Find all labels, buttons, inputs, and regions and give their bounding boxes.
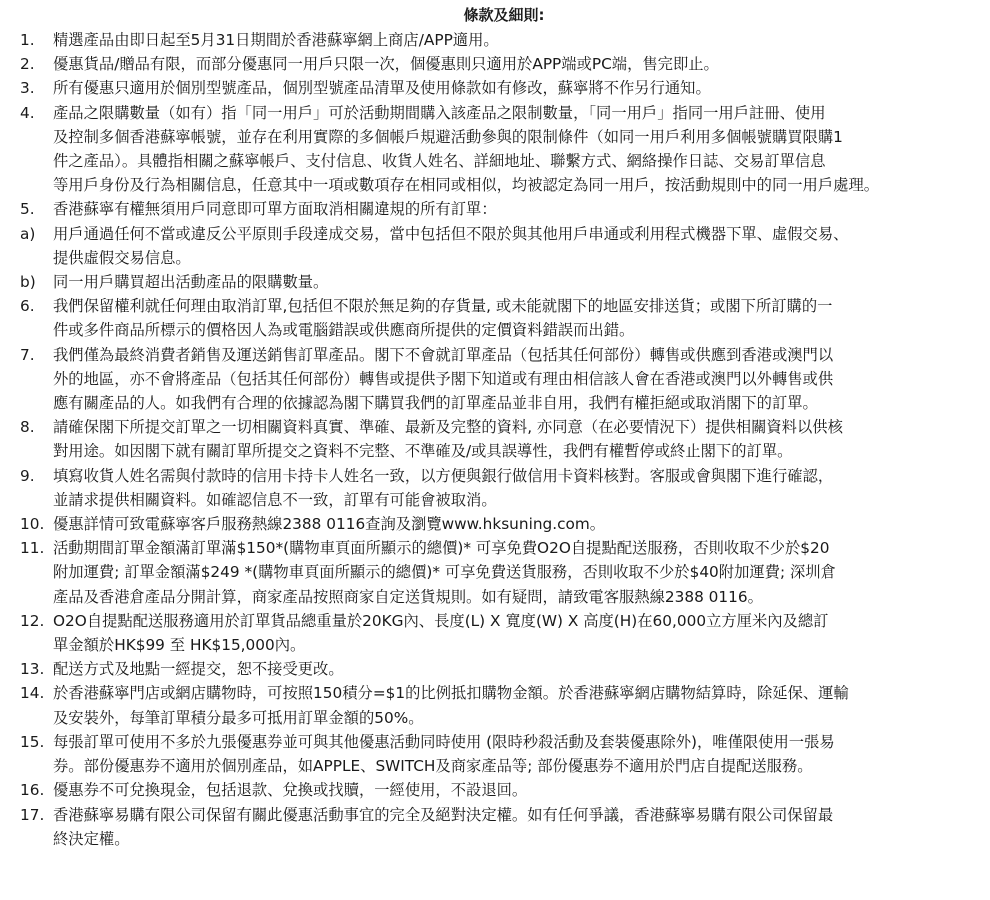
- term-number: 2.: [20, 55, 35, 74]
- term-text: 填寫收貨人姓名需與付款時的信用卡持卡人姓名一致，以方便與銀行做信用卡資料核對。客服或會與閣下進行確認， 並請求提供相關資料。如確認信息不一致，訂單有可能會被取消。: [53, 466, 834, 509]
- term-number: 11.: [20, 539, 45, 558]
- term-text: 用戶通過任何不當或違反公平原則手段達成交易，當中包括但不限於與其他用戶串通或利用程式機器下單、虛假交易、 提供虛假交易信息。: [53, 224, 849, 267]
- term-number: 4.: [20, 103, 35, 122]
- term-number: 15.: [20, 732, 45, 751]
- term-item: [20, 28, 976, 52]
- term-text: 活動期間訂單金額滿訂單滿$150*(購物車頁面所顯示的總價)* 可享免費O2O自提點配送服務，否則收取不少於$20 附加運費; 訂單金額滿$249 *(購物車頁面所顯示的總價)* 可享免費送貨服務，否則收取不少於$40附加運費; 深圳倉 產品及香港倉產品分開計算，商家產品按照商家自定送貨規則。如有疑問，請致電客服熱線2388 0116。: [53, 539, 836, 606]
- term-item: [20, 464, 976, 512]
- term-text: 配送方式及地點一經提交，恕不接受更改。: [53, 660, 344, 679]
- term-text: 每張訂單可使用不多於九張優惠券並可與其他優惠活動同時使用 (限時秒殺活動及套裝優惠除外)，唯僅限使用一張易 券。部份優惠券不適用於個別產品，如APPLE、SWITCH及商家產品等; 部份優惠券不適用於門店自提配送服務。: [53, 732, 835, 776]
- term-number: 14.: [20, 684, 45, 703]
- term-item: [20, 343, 976, 416]
- term-number: b): [20, 273, 36, 292]
- term-text: 香港蘇寧易購有限公司保留有關此優惠活動事宜的完全及絕對決定權。如有任何爭議，香港蘇寧易購有限公司保留最 終決定權。: [53, 805, 834, 848]
- term-item: [20, 536, 976, 609]
- term-item: [20, 803, 976, 851]
- term-text: 優惠券不可兌換現金，包括退款、兌換或找贖，一經使用，不設退回。: [53, 781, 528, 800]
- term-item: [20, 222, 976, 270]
- term-item: [20, 415, 976, 463]
- term-item: [20, 197, 976, 221]
- term-number: 5.: [20, 200, 35, 219]
- term-item: [20, 681, 976, 729]
- term-text: 優惠貨品/贈品有限，而部分優惠同一用戶只限一次，個優惠則只適用於APP端或PC端，售完即止。: [53, 55, 719, 74]
- term-item: [20, 101, 976, 198]
- term-number: 9.: [20, 466, 35, 485]
- term-text: 同一用戶購買超出活動產品的限購數量。: [53, 273, 329, 292]
- term-number: 6.: [20, 297, 35, 316]
- terms-list: [20, 28, 976, 851]
- term-item: [20, 76, 976, 100]
- term-number: 8.: [20, 418, 35, 437]
- term-text: 我們保留權利就任何理由取消訂單,包括但不限於無足夠的存貨量, 或未能就閣下的地區安排送貨；或閣下所訂購的一 件或多件商品所標示的價格因人為或電腦錯誤或供應商所提供的定價資料錯誤而出錯。: [53, 297, 833, 340]
- term-number: 12.: [20, 611, 45, 630]
- term-item: [20, 270, 976, 294]
- term-number: 1.: [20, 31, 35, 49]
- page-title: 條款及細則:: [463, 6, 545, 24]
- term-number: a): [20, 224, 36, 243]
- term-text: 精選產品由即日起至5月31日期間於香港蘇寧網上商店/APP適用。: [53, 31, 499, 49]
- term-text: 香港蘇寧有權無須用戶同意即可單方面取消相關違規的所有訂單：: [53, 200, 497, 219]
- term-text: O2O自提點配送服務適用於訂單貨品總重量於20KG內、長度(L) X 寬度(W) X 高度(H)在60,000立方厘米內及總訂 單金額於HK$99 至 HK$15,000內。: [53, 611, 829, 655]
- term-item: [20, 730, 976, 778]
- term-text: 優惠詳情可致電蘇寧客戶服務熱線2388 0116查詢及瀏覽www.hksuning.com。: [53, 515, 606, 534]
- term-item: [20, 778, 976, 802]
- term-number: 17.: [20, 805, 45, 824]
- term-text: 請確保閣下所提交訂單之一切相關資料真實、準確、最新及完整的資料, 亦同意（在必要情況下）提供相關資料以供核 對用途。如因閣下就有關訂單所提交之資料不完整、不準確及/或具誤導性，我們有權暫停或終止閣下的訂單。: [53, 418, 843, 461]
- term-number: 10.: [20, 515, 45, 534]
- term-number: 3.: [20, 79, 35, 98]
- term-number: 13.: [20, 660, 45, 679]
- term-item: [20, 512, 976, 536]
- term-item: [20, 609, 976, 657]
- term-item: [20, 294, 976, 342]
- term-text: 產品之限購數量（如有）指「同一用戶」可於活動期間購入該產品之限制數量，「同一用戶」指同一用戶註冊、使用 及控制多個香港蘇寧帳號，並存在利用實際的多個帳戶規避活動參與的限制條件（如同一用戶利用多個帳號購買限購1 件之產品）。具體指相關之蘇寧帳戶、支付信息、收貨人姓名、詳細地址、聯繫方式、網絡操作日誌、交易訂單信息 等用戶身份及行為相關信息，任意其中一項或數項存在相同或相似，均被認定為同一用戶，按活動規則中的同一用戶處理。: [53, 103, 880, 195]
- term-item: [20, 657, 976, 681]
- term-number: 16.: [20, 781, 45, 800]
- term-text: 所有優惠只適用於個別型號產品，個別型號產品清單及使用條款如有修改，蘇寧將不作另行通知。: [53, 79, 711, 98]
- term-number: 7.: [20, 345, 35, 364]
- term-text: 於香港蘇寧門店或網店購物時，可按照150積分=$1的比例抵扣購物金額。於香港蘇寧網店購物結算時，除延保、運輸 及安裝外，每筆訂單積分最多可抵用訂單金額的50%。: [53, 684, 849, 727]
- term-item: [20, 52, 976, 76]
- term-text: 我們僅為最終消費者銷售及運送銷售訂單產品。閣下不會就訂單產品（包括其任何部份）轉售或供應到香港或澳門以 外的地區，亦不會將產品（包括其任何部份）轉售或提供予閣下知道或有理由相信該人會在香港或澳門以外轉售或供 應有關產品的人。如我們有合理的依據認為閣下購買我們的訂單產品並非自用，我們有權拒絕或取消閣下的訂單。: [53, 345, 834, 413]
